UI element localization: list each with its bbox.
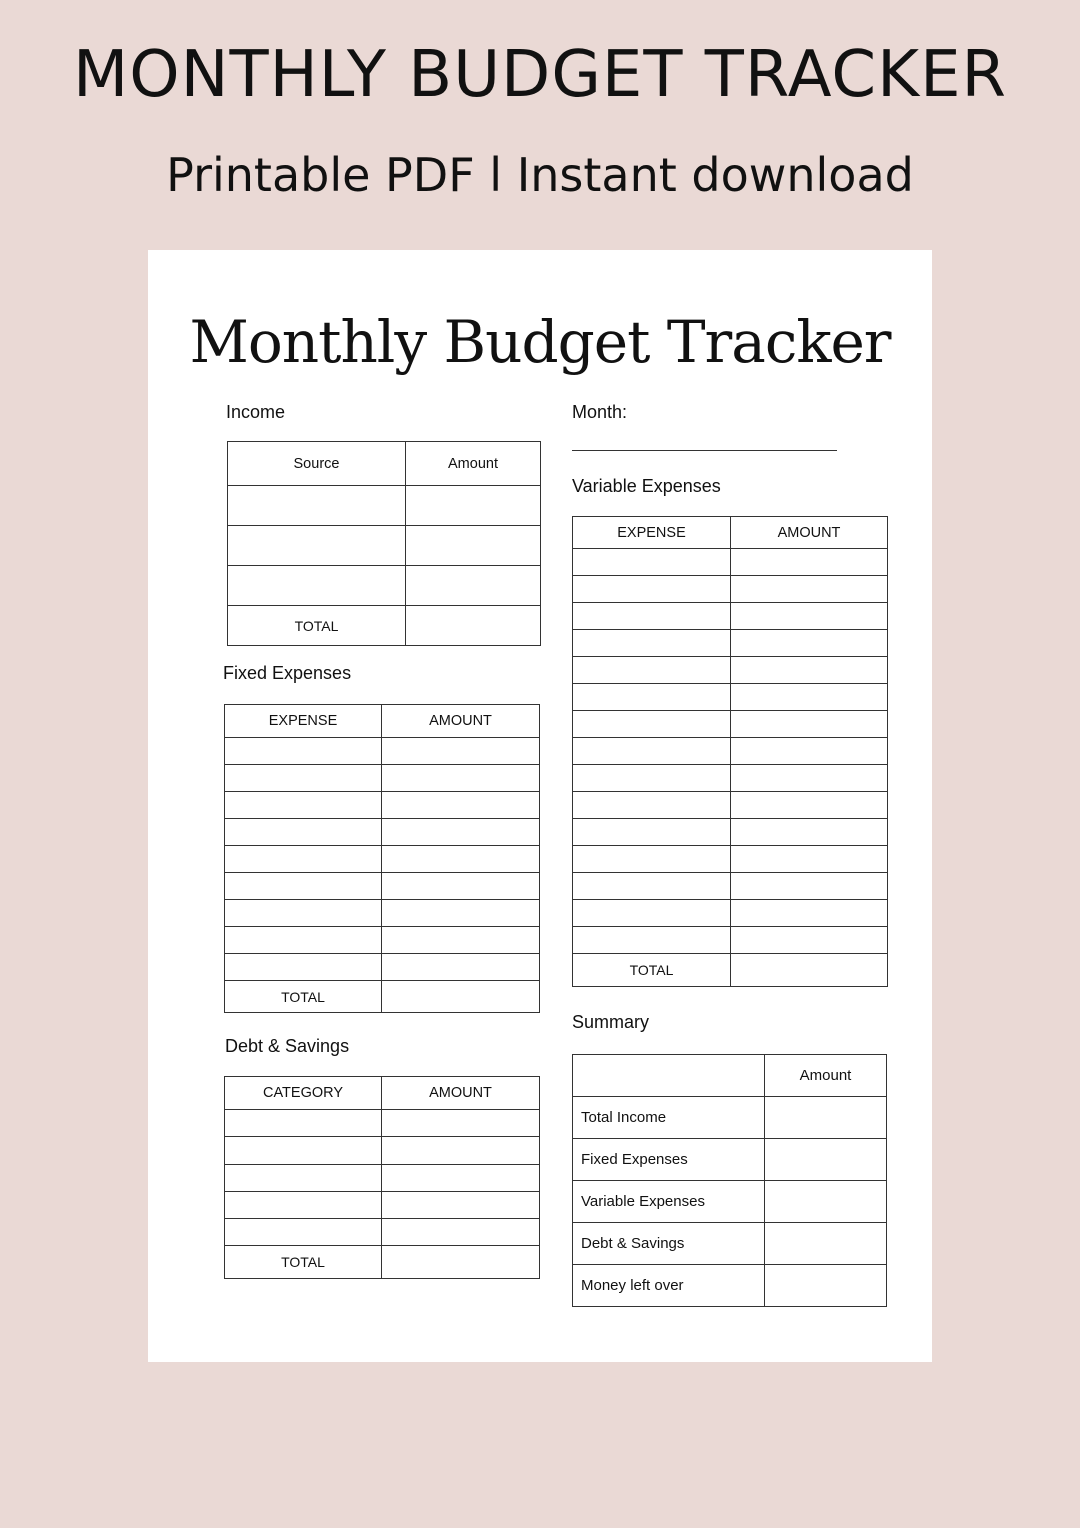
income-amount-cell[interactable]: [406, 526, 541, 566]
sheet-title: Monthly Budget Tracker: [189, 308, 891, 376]
income-source-cell[interactable]: [228, 486, 406, 526]
table-row: [228, 486, 541, 526]
debt-total-cell[interactable]: [382, 1246, 540, 1279]
summary-heading: Summary: [572, 1012, 650, 1032]
table-row: [225, 954, 540, 981]
table-row: [573, 1265, 887, 1307]
summary-col-amount: Amount: [765, 1055, 887, 1097]
table-row: [225, 1219, 540, 1246]
fixed-col-amount: AMOUNT: [382, 705, 540, 738]
table-row: [573, 549, 888, 576]
table-row: [573, 846, 888, 873]
income-col-source: Source: [228, 442, 406, 486]
table-row: [225, 927, 540, 954]
table-row: [573, 630, 888, 657]
debt-savings-heading: Debt & Savings: [225, 1036, 350, 1056]
income-col-amount: Amount: [406, 442, 541, 486]
table-row: [225, 765, 540, 792]
fixed-expenses-heading: Fixed Expenses: [223, 663, 352, 683]
table-row: [225, 1137, 540, 1165]
debt-total-label: TOTAL: [225, 1246, 382, 1279]
variable-col-amount: AMOUNT: [731, 517, 888, 549]
table-row: [225, 1192, 540, 1219]
table-row: [573, 792, 888, 819]
table-row: [573, 738, 888, 765]
table-row: [573, 765, 888, 792]
table-row: [225, 819, 540, 846]
debt-col-category: CATEGORY: [225, 1077, 382, 1110]
fixed-col-expense: EXPENSE: [225, 705, 382, 738]
variable-col-expense: EXPENSE: [573, 517, 731, 549]
income-source-cell[interactable]: [228, 526, 406, 566]
income-source-cell[interactable]: [228, 566, 406, 606]
table-row: [573, 819, 888, 846]
table-row: [573, 603, 888, 630]
banner-subtitle: Printable PDF l Instant download: [166, 148, 914, 202]
table-row: [225, 900, 540, 927]
summary-row-label: Fixed Expenses: [573, 1139, 765, 1181]
income-heading: Income: [226, 402, 286, 422]
income-total-cell[interactable]: [406, 606, 541, 646]
table-row: [573, 657, 888, 684]
variable-expenses-table: [572, 516, 888, 987]
variable-total-label: TOTAL: [573, 954, 731, 987]
income-amount-cell[interactable]: [406, 566, 541, 606]
summary-amount-cell[interactable]: [765, 1181, 887, 1223]
variable-total-cell[interactable]: [731, 954, 888, 987]
summary-amount-cell[interactable]: [765, 1223, 887, 1265]
table-row: [225, 846, 540, 873]
table-row: [573, 711, 888, 738]
table-row: [573, 1097, 887, 1139]
month-label: Month:: [572, 402, 628, 422]
fixed-total-cell[interactable]: [382, 981, 540, 1013]
summary-amount-cell[interactable]: [765, 1097, 887, 1139]
table-row: [228, 526, 541, 566]
debt-savings-table: [224, 1076, 540, 1279]
table-row: [573, 1139, 887, 1181]
variable-expenses-heading: Variable Expenses: [572, 476, 721, 496]
table-row: [225, 1110, 540, 1137]
summary-blank-header: [573, 1055, 765, 1097]
table-row: [225, 1165, 540, 1192]
income-table: [227, 441, 541, 646]
table-row: [573, 900, 888, 927]
fixed-expenses-table: [224, 704, 540, 1013]
summary-table: [572, 1054, 887, 1307]
summary-row-label: Money left over: [573, 1265, 765, 1307]
summary-amount-cell[interactable]: [765, 1139, 887, 1181]
debt-col-amount: AMOUNT: [382, 1077, 540, 1110]
table-row: [573, 927, 888, 954]
summary-amount-cell[interactable]: [765, 1265, 887, 1307]
table-row: [225, 738, 540, 765]
table-row: [573, 576, 888, 603]
table-row: [573, 684, 888, 711]
income-total-label: TOTAL: [228, 606, 406, 646]
table-row: [228, 566, 541, 606]
month-field[interactable]: [572, 450, 837, 451]
income-amount-cell[interactable]: [406, 486, 541, 526]
summary-row-label: Debt & Savings: [573, 1223, 765, 1265]
summary-row-label: Variable Expenses: [573, 1181, 765, 1223]
banner-title: MONTHLY BUDGET TRACKER: [73, 38, 1007, 112]
budget-sheet: [148, 250, 932, 1362]
table-row: [573, 873, 888, 900]
summary-row-label: Total Income: [573, 1097, 765, 1139]
table-row: [225, 873, 540, 900]
table-row: [573, 1223, 887, 1265]
table-row: [573, 1181, 887, 1223]
table-row: [225, 792, 540, 819]
fixed-total-label: TOTAL: [225, 981, 382, 1013]
